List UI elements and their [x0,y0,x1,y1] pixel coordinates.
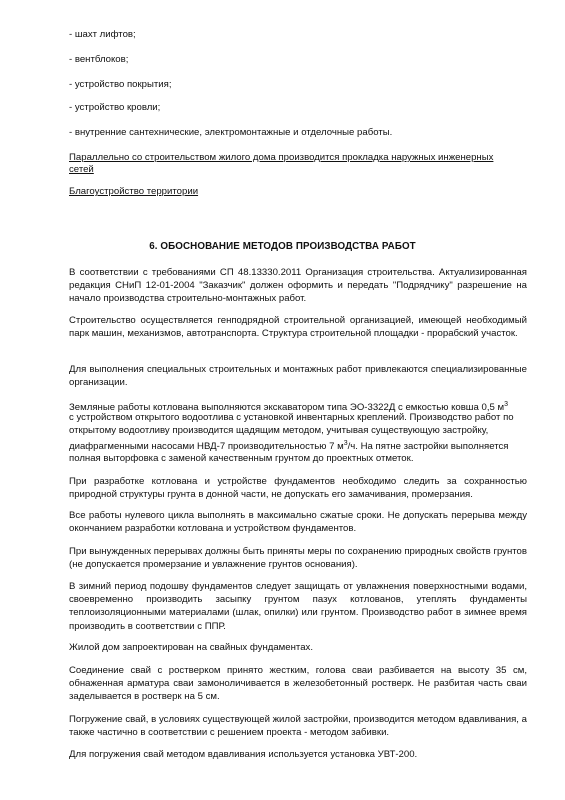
paragraph-text: В соответствии с требованиями СП 48.13330.2011 Организация строительства. Актуализированная редакция СНиП 12-01-2004 "Заказчик" должен оформить и передать "Подрядчику" разрешение на начало производства строительно-монтажных работ. [69,267,527,305]
underlined-heading: Параллельно со строительством жилого дома производится прокладка наружных инженерных [69,152,494,163]
paragraph: В зимний период подошву фундаментов следует защищать от увлажнения поверхностными водами, своевременно производить засыпку грунтом пазух котлованов, утеплять фундаменты теплоизоляционными материалами (шлак, опилки) или грунтом. Производство работ в зимнее время производить в соответствии с ППР. [69,581,527,632]
earthworks-text: диафрагменными насосами НВД-7 производительностью 7 м [69,441,344,452]
section-heading: 6. ОБОСНОВАНИЕ МЕТОДОВ ПРОИЗВОДСТВА РАБОТ [149,241,416,252]
paragraph: Все работы нулевого цикла выполнять в максимально сжатые сроки. Не допускать перерыва между окончанием разработки котлована и устройством фундаментов. [69,510,527,535]
underlined-heading-cont: сетей [69,164,94,175]
paragraph: При вынужденных перерывах должны быть приняты меры по сохранению природных свойств грунтов (не допускается промерзание и увлажнение грунтов основания). [69,546,527,571]
paragraph: При разработке котлована и устройстве фундаментов необходимо следить за сохранностью природной структуры грунта в донной части, не допускать его замачивания, промерзания. [69,476,527,501]
earthworks-line: с устройством открытого водоотлива с установкой инвентарных креплений. Производство работ по [69,412,514,423]
superscript: 3 [343,440,348,447]
list-item: - устройство покрытия; [69,79,172,90]
superscript: 3 [504,401,509,408]
earthworks-text: /ч. На пятне застройки выполняется [347,441,509,452]
underlined-heading: Благоустройство территории [69,186,199,197]
list-item: - вентблоков; [69,54,129,65]
earthworks-text: Земляные работы котлована выполняются экскаватором типа ЭО-3322Д с емкостью ковша 0,5 м [69,402,505,413]
earthworks-line: открытому водоотливу производится щадящим методом, учитывая существующую застройку, [69,425,489,436]
paragraph: Жилой дом запроектирован на свайных фундаментах. [69,642,313,653]
list-item: - внутренние сантехнические, электромонтажные и отделочные работы. [69,127,393,138]
paragraph: Соединение свай с ростверком принято жестким, голова сваи разбивается на высоту 35 см, обнаженная арматура сваи замоноличивается в железобетонный ростверк. Не разбитая часть сваи заделывается в ростверк на 5 см. [69,665,527,703]
earthworks-line: полная выторфовка с заменой качественным грунтом до проектных отметок. [69,453,414,464]
paragraph: Погружение свай, в условиях существующей жилой застройки, производится методом вдавливания, а также частично в соответствии с решением проекта - методом забивки. [69,714,527,739]
paragraph: Для выполнения специальных строительных и монтажных работ привлекаются специализированные организации. [69,364,527,389]
paragraph: Для погружения свай методом вдавливания используется установка УВТ-200. [69,749,418,760]
list-item: - шахт лифтов; [69,29,136,40]
paragraph: Строительство осуществляется генподрядной строительной организацией, имеющей необходимый парк машин, механизмов, автотранспорта. Структура строительной площадки - прорабский участок. [69,315,527,340]
earthworks-line [69,437,509,453]
paragraph [69,266,527,306]
list-item: - устройство кровли; [69,102,161,113]
